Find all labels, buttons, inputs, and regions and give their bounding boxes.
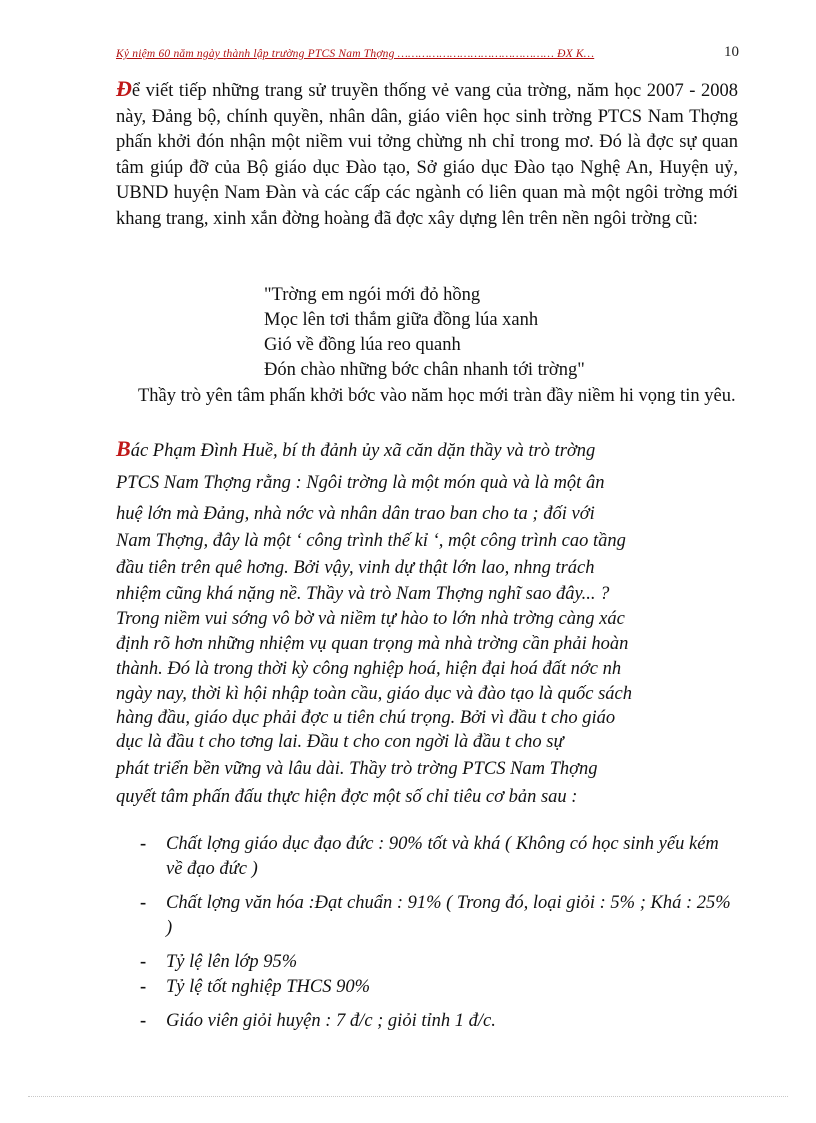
para-line: dục là đầu t cho tơng lai. Đầu t cho con ngời là đầu t cho sự [116,732,564,752]
para-line: huệ lớn mà Đảng, nhà nớc và nhân dân trao ban cho ta ; đối với [116,504,595,524]
list-item: - Giáo viên giỏi huyện : 7 đ/c ; giỏi tỉnh 1 đ/c. [140,1009,738,1034]
list-item: - Tỷ lệ tốt nghiệp THCS 90% [140,975,738,1000]
poem-line: Đón chào những bớc chân nhanh tới trờng" [264,360,585,380]
poem-quote [264,283,585,383]
bullet-dash: - [140,893,147,913]
poem-line: "Trờng em ngói mới đỏ hồng [264,285,481,305]
intro-paragraph [116,76,738,232]
running-title: Kỷ niệm 60 năm ngày thành lập trường PTCS Nam Thợng ……………………………………… ĐX K… [116,48,595,60]
closing-paragraph [116,384,738,410]
bullet-dash: - [140,834,147,854]
para-line: tởng chừng nh chỉ trong mơ. Đó là đợc sự quan tâm giúp đỡ của Bộ [116,132,738,178]
targets-list [140,832,738,1034]
running-header [116,44,739,66]
para-line: ể viết tiếp những trang sử truyền thống vẻ vang của trờng, năm [131,81,609,101]
quote-paragraph [116,432,738,810]
para-line: nhiệm cũng khá nặng nề. Thầy và trò Nam Thợng nghĩ sao đây... ? [116,584,610,604]
para-line: Bác Phạm Đình Huề, bí th đảnh ủy xã căn dặn thầy và trò trờng [116,436,596,461]
para-line: Thầy trò yên tâm phấn khởi bớc vào năm học mới tràn đầy niềm hi [138,386,634,406]
para-line: trờng mới khang trang, xinh xắn đờng hoàng đã đợc xây dựng lên [116,183,739,229]
drop-cap: B [116,436,131,461]
para-line: học 2007 - 2008 này, Đảng bộ, chính quyền, nhân dân, giáo viên học [116,81,739,127]
drop-cap: Đ [116,76,132,101]
para-line: định rõ hơn những nhiệm vụ quan trọng mà nhà trờng cần phải hoàn [116,634,629,654]
page-number: 10 [724,44,739,60]
bullet-dash: - [140,977,147,997]
bullet-dash: - [140,952,147,972]
list-item: - Tỷ lệ lên lớp 95% [140,950,738,975]
para-line: Trong niềm vui sớng vô bờ và niềm tự hào to lớn nhà trờng càng xác [116,609,625,629]
poem-line: Mọc lên tơi thắm giữa đồng lúa xanh [264,310,539,330]
para-line: trên nền ngôi trờng cũ: [528,208,698,229]
bullet-dash: - [140,1011,147,1031]
para-line: sinh trờng PTCS Nam Thợng phấn khởi đón nhận một niềm vui [116,106,738,152]
para-line: ngày nay, thời kì hội nhập toàn cầu, giáo dục và đào tạo là quốc sách [116,684,632,704]
para-line: quyết tâm phấn đấu thực hiện đợc một số chỉ tiêu cơ bản sau : [116,787,578,807]
list-item: - Chất lợng văn hóa :Đạt chuẩn : 91% ( Trong đó, loại giỏi : 5% ; Khá : 25% ) [140,893,731,938]
para-line: thành. Đó là trong thời kỳ công nghiệp hoá, hiện đại hoá đất nớc nh [116,659,622,679]
para-line: phát triển bền vững và lâu dài. Thầy trò trờng PTCS Nam Thợng [116,759,598,779]
para-line: đầu tiên trên quê hơng. Bởi vậy, vinh dự thật lớn lao, nhng trách [116,558,595,578]
para-line: PTCS Nam Thợng rằng : Ngôi trờng là một món quà và là một ân [116,473,605,493]
page-bottom-divider [28,1096,788,1097]
para-line: giáo dục Đào tạo, Sở giáo dục Đào tạo Nghệ An, Huyện uỷ, UBND [116,157,738,203]
list-item: - Chất lợng giáo dục đạo đức : 90% tốt và khá ( Không có học sinh yếu kém về đạo đức ) [140,834,719,879]
para-line: vọng tin yêu. [638,386,736,406]
para-line: hàng đầu, giáo dục phải đợc u tiên chú trọng. Bởi vì đầu t cho giáo [116,708,616,728]
para-line: huyện Nam Đàn và các cấp các ngành có liên quan mà một ngôi [173,183,659,203]
poem-line: Gió về đồng lúa reo quanh [264,335,461,355]
para-line: Nam Thợng, đây là một ‘ công trình thế kỉ ‘, một công trình cao tầng [116,531,626,551]
